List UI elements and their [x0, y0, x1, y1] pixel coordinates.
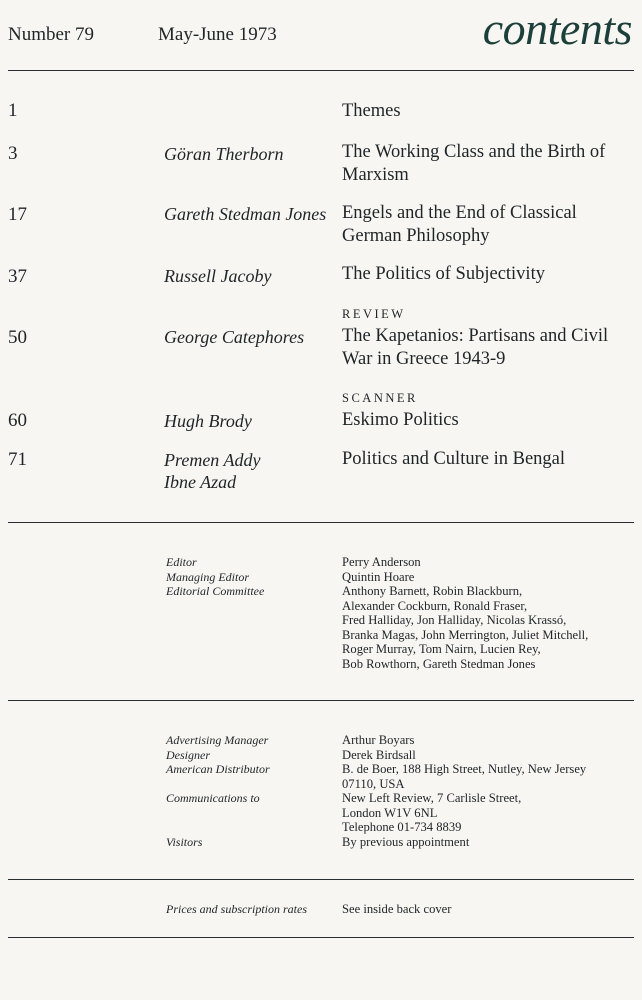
toc-author: George Catephores [164, 327, 305, 347]
page-bottom-rule [8, 937, 634, 938]
issue-number: Number 79 [8, 24, 95, 45]
american-distributor-label: American Distributor [166, 762, 270, 776]
american-distributor-address: B. de Boer, 188 High Street, Nutley, New Jersey 07110, USA [342, 762, 587, 791]
toc-title: Engels and the End of Classical German Philosophy [342, 203, 577, 246]
toc-bottom-rule [8, 522, 634, 523]
section-label-review: REVIEW [342, 307, 406, 321]
toc-title: The Kapetanios: Partisans and Civil War in Greece 1943-9 [342, 326, 609, 369]
visitors-label: Visitors [166, 834, 203, 849]
toc-page-number: 1 [8, 100, 18, 121]
toc-page-number: 17 [8, 204, 27, 225]
toc-page-number: 60 [8, 410, 27, 431]
header-rule [8, 70, 634, 71]
advertising-manager-name: Arthur Boyars [342, 733, 415, 747]
toc-title: Themes [342, 101, 401, 121]
masthead-bottom-rule [8, 700, 634, 701]
toc-title: The Politics of Subjectivity [342, 264, 545, 284]
editor-name: Perry Anderson [342, 555, 421, 569]
issue-date: May-June 1973 [158, 24, 277, 45]
business-bottom-rule [8, 879, 634, 880]
editorial-committee-label: Editorial Committee [166, 584, 265, 598]
managing-editor-label: Managing Editor [166, 569, 249, 584]
toc-author: Göran Therborn [164, 144, 284, 164]
section-label-scanner: SCANNER [342, 391, 418, 405]
editorial-committee-names: Anthony Barnett, Robin Blackburn, Alexander Cockburn, Ronald Fraser, Fred Halliday, Jon Halliday, Nicolas Krassó, Branka Magas, John Merrington, Juliet Mitchell, Roger Murray, Tom Nairn, Lucien Rey, Bob Rowthorn, Gareth Stedman Jones [342, 584, 589, 671]
toc-title: Politics and Culture in Bengal [342, 449, 566, 469]
prices-label: Prices and subscription rates [166, 902, 307, 916]
designer-name: Derek Birdsall [342, 747, 416, 762]
communications-label: Communications to [166, 791, 260, 805]
toc-page-number: 50 [8, 327, 27, 348]
toc-page-number: 71 [8, 449, 27, 470]
designer-label: Designer [166, 747, 210, 762]
toc-page-number: 3 [8, 143, 18, 164]
contents-logo: contents [482, 3, 632, 54]
toc-author: Russell Jacoby [164, 266, 272, 286]
advertising-manager-label: Advertising Manager [166, 733, 269, 747]
visitors-info: By previous appointment [342, 834, 470, 849]
toc-author: Gareth Stedman Jones [164, 204, 327, 224]
managing-editor-name: Quintin Hoare [342, 569, 415, 584]
toc-author: Premen Addy Ibne Azad [164, 450, 261, 492]
toc-page-number: 37 [8, 266, 27, 287]
toc-title: Eskimo Politics [342, 410, 459, 430]
toc-title: The Working Class and the Birth of Marxism [342, 142, 606, 185]
editor-label: Editor [166, 555, 197, 569]
communications-address: New Left Review, 7 Carlisle Street, London W1V 6NL Telephone 01-734 8839 [342, 791, 522, 834]
prices-value: See inside back cover [342, 902, 452, 916]
toc-author: Hugh Brody [164, 411, 252, 431]
